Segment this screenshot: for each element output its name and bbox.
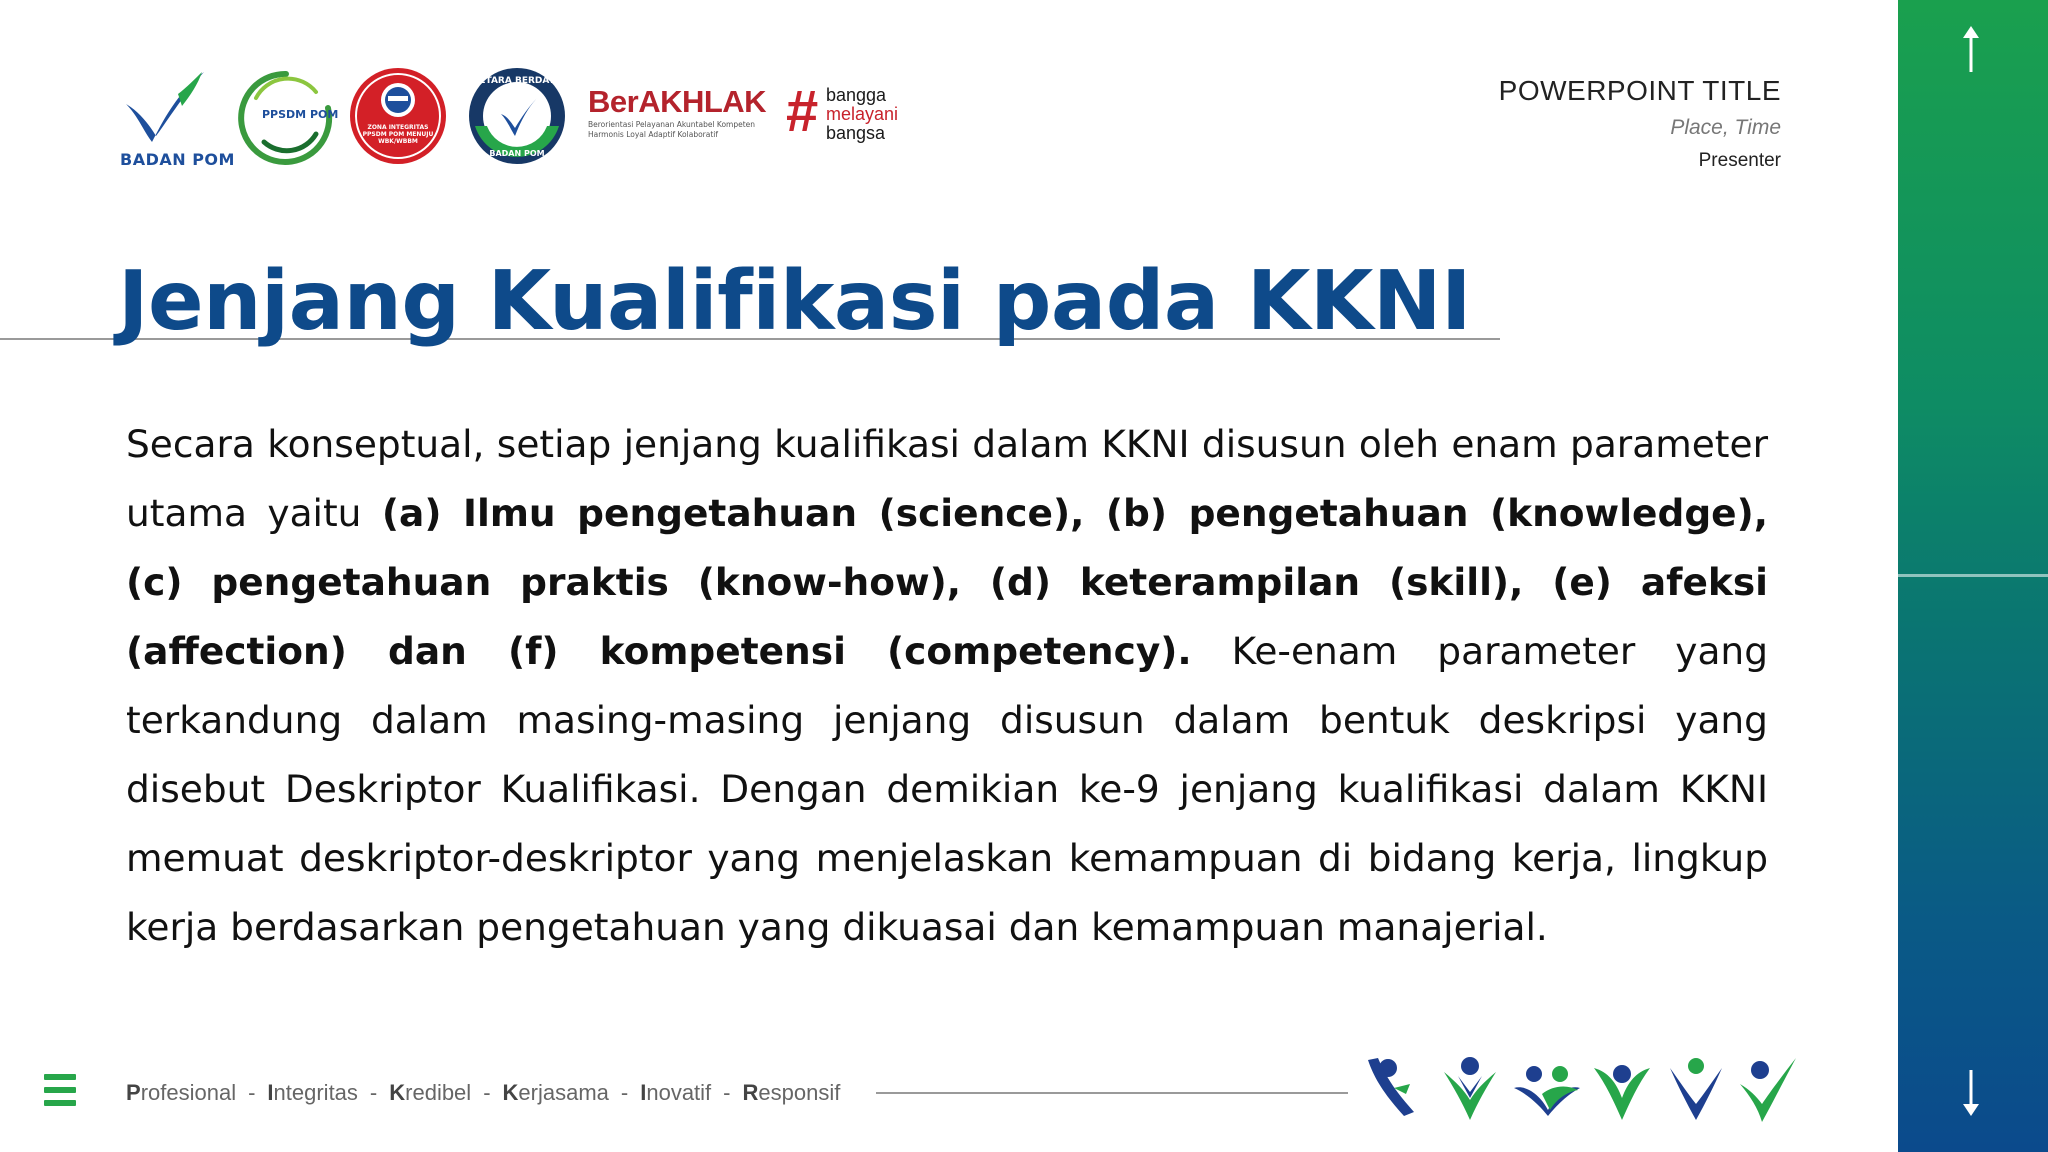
badan-pom-logo bbox=[118, 70, 235, 169]
header-meta bbox=[1381, 74, 1781, 172]
berakhlak-subtitle: Berorientasi Pelayanan Akuntabel Kompeten Harmonis Loyal Adaptif Kolaboratif bbox=[588, 120, 756, 139]
figure-inovatif-icon bbox=[1666, 1054, 1726, 1126]
zona-label: ZONA INTEGRITAS PPSDM POM MENUJU WBK/WBBM bbox=[362, 124, 434, 145]
body-text-rest: Ke-enam parameter yang terkandung dalam masing-masing jenjang disusun dalam bentuk deskripsi yang disebut Deskriptor Kualifikasi. Dengan demikian ke-9 jenjang kualifikasi dalam KKNI memuat deskriptor-deskriptor yang menjelaskan kemampuan di bidang kerja, lingkup kerja berdasarkan pengetahuan yang dikuasai dan kemampuan manajerial. bbox=[126, 629, 1768, 949]
figure-integritas-icon bbox=[1440, 1054, 1500, 1126]
presentation-title: POWERPOINT TITLE bbox=[1498, 75, 1781, 106]
bangga-line-2: melayani bbox=[826, 104, 899, 124]
zona-badge-icon bbox=[348, 66, 448, 166]
value-item: Responsif bbox=[742, 1080, 841, 1105]
body-text-parameters: (a) Ilmu pengetahuan (science), (b) pengetahuan (knowledge), (c) pengetahuan praktis (know-how), (d) keterampilan (skill), (e) afeksi (affection) dan (f) kompetensi (competency). bbox=[126, 491, 1768, 673]
bangga-text bbox=[826, 86, 898, 143]
side-navigation-panel bbox=[1898, 0, 2048, 1152]
value-item: Profesional bbox=[126, 1080, 237, 1105]
figure-kredibel-icon bbox=[1512, 1054, 1582, 1126]
figure-kerjasama-icon bbox=[1592, 1054, 1652, 1126]
footer-divider bbox=[876, 1092, 1348, 1094]
arrow-up-icon[interactable] bbox=[1958, 24, 1984, 74]
body-paragraph bbox=[126, 410, 1768, 962]
berakhlak-title: BerAKHLAK bbox=[588, 84, 767, 119]
bangga-line-3: bangsa bbox=[826, 123, 886, 143]
figure-profesional-icon bbox=[1364, 1054, 1424, 1126]
berakhlak-logo bbox=[588, 86, 788, 140]
ppsdm-label: PPSDM POM bbox=[262, 108, 339, 121]
zona-integritas-badge bbox=[348, 66, 448, 166]
setara-badge-icon bbox=[467, 66, 567, 166]
svg-text:BADAN POM: BADAN POM bbox=[489, 149, 545, 158]
svg-text:SETARA BERDAYA: SETARA BERDAYA bbox=[472, 76, 562, 86]
value-item: Integritas bbox=[267, 1080, 358, 1105]
value-figures bbox=[1364, 1054, 1794, 1126]
bangga-hash-icon: # bbox=[786, 79, 819, 144]
core-values-bar: Profesional - Integritas - Kredibel - Kerjasama - Inovatif - Responsif bbox=[126, 1080, 841, 1105]
place-time: Place, Time bbox=[1670, 116, 1781, 139]
badan-pom-check-icon bbox=[118, 70, 218, 150]
badan-pom-label: BADAN POM bbox=[120, 150, 235, 169]
value-item: Kredibel bbox=[389, 1080, 472, 1105]
menu-icon[interactable] bbox=[44, 1074, 76, 1112]
ppsdm-logo bbox=[236, 68, 339, 168]
body-text-intro: Secara konseptual, setiap jenjang kualifikasi dalam KKNI disusun oleh enam parameter utama yaitu bbox=[126, 422, 1768, 535]
slide-title: Jenjang Kualifikasi pada KKNI bbox=[118, 254, 1472, 349]
figure-responsif-icon bbox=[1738, 1054, 1798, 1126]
bangga-line-1: bangga bbox=[826, 85, 887, 105]
presenter: Presenter bbox=[1698, 150, 1781, 171]
setara-berdaya-logo bbox=[467, 66, 567, 166]
logo-strip bbox=[118, 66, 928, 176]
arrow-down-icon[interactable] bbox=[1958, 1068, 1984, 1118]
value-item: Inovatif bbox=[640, 1080, 712, 1105]
panel-divider bbox=[1898, 574, 2048, 577]
value-item: Kerjasama bbox=[502, 1080, 609, 1105]
